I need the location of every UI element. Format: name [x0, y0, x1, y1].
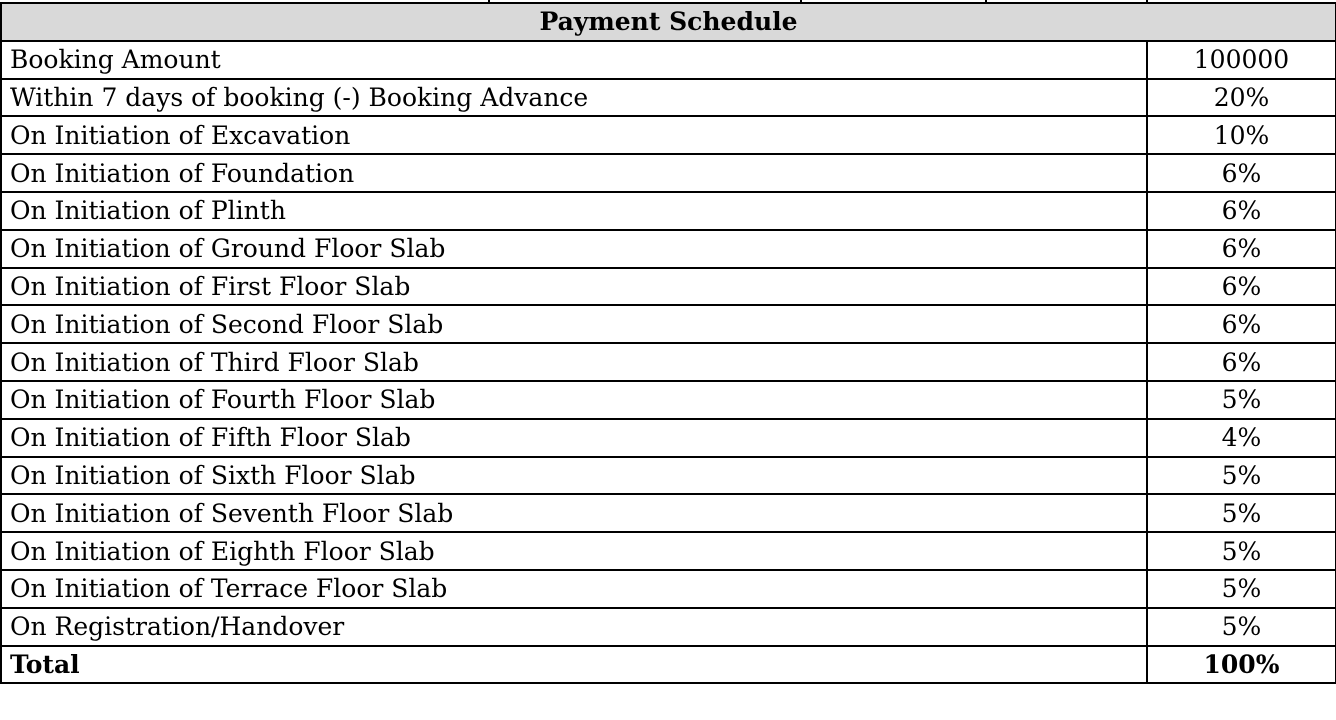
table-row [1, 154, 1336, 192]
table-row [1, 79, 1336, 117]
table-row [1, 343, 1336, 381]
amount-cell: 100000 [1147, 41, 1336, 79]
stage-cell: On Initiation of Second Floor Slab [1, 305, 1147, 343]
stage-cell: On Initiation of Eighth Floor Slab [1, 532, 1147, 570]
stage-cell: On Initiation of Plinth [1, 192, 1147, 230]
table-row [1, 532, 1336, 570]
amount-cell: 6% [1147, 305, 1336, 343]
table-row [1, 230, 1336, 268]
table-row [1, 457, 1336, 495]
payment-schedule-body [1, 3, 1336, 683]
stage-cell: On Initiation of Excavation [1, 116, 1147, 154]
stage-cell: On Initiation of Seventh Floor Slab [1, 494, 1147, 532]
table-row [1, 494, 1336, 532]
stage-cell: Booking Amount [1, 41, 1147, 79]
amount-cell: 6% [1147, 230, 1336, 268]
table-row [1, 116, 1336, 154]
table-row [1, 419, 1336, 457]
amount-cell: 5% [1147, 381, 1336, 419]
table-row [1, 268, 1336, 306]
payment-schedule-table [0, 2, 1336, 684]
stage-cell: On Initiation of Foundation [1, 154, 1147, 192]
table-row [1, 305, 1336, 343]
stage-cell: On Initiation of First Floor Slab [1, 268, 1147, 306]
amount-cell: 5% [1147, 494, 1336, 532]
amount-cell: 5% [1147, 457, 1336, 495]
amount-cell: 5% [1147, 608, 1336, 646]
stage-cell: On Initiation of Fourth Floor Slab [1, 381, 1147, 419]
amount-cell: 10% [1147, 116, 1336, 154]
table-row [1, 381, 1336, 419]
amount-cell: 6% [1147, 268, 1336, 306]
table-header-row [1, 3, 1336, 41]
stage-cell: Within 7 days of booking (-) Booking Advance [1, 79, 1147, 117]
table-row [1, 41, 1336, 79]
stage-cell: On Initiation of Fifth Floor Slab [1, 419, 1147, 457]
stage-cell: On Initiation of Third Floor Slab [1, 343, 1147, 381]
stage-cell: On Registration/Handover [1, 608, 1147, 646]
table-row [1, 570, 1336, 608]
stage-cell: On Initiation of Ground Floor Slab [1, 230, 1147, 268]
table-title: Payment Schedule [1, 3, 1336, 41]
amount-cell: 4% [1147, 419, 1336, 457]
total-row [1, 646, 1336, 684]
amount-cell: 6% [1147, 154, 1336, 192]
total-label: Total [1, 646, 1147, 684]
stage-cell: On Initiation of Terrace Floor Slab [1, 570, 1147, 608]
amount-cell: 6% [1147, 192, 1336, 230]
table-row [1, 192, 1336, 230]
amount-cell: 5% [1147, 532, 1336, 570]
table-row [1, 608, 1336, 646]
amount-cell: 5% [1147, 570, 1336, 608]
amount-cell: 20% [1147, 79, 1336, 117]
total-value: 100% [1147, 646, 1336, 684]
stage-cell: On Initiation of Sixth Floor Slab [1, 457, 1147, 495]
amount-cell: 6% [1147, 343, 1336, 381]
